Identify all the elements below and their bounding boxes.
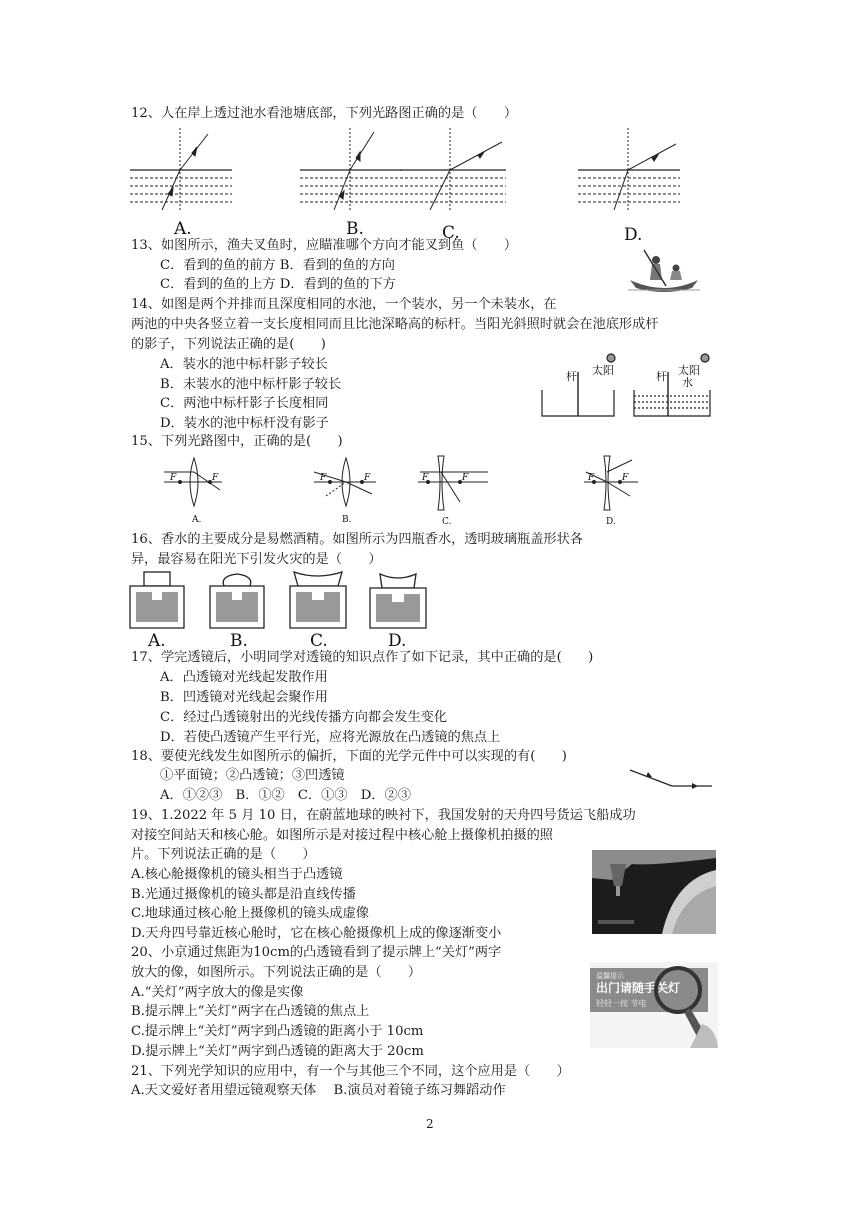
q16-label-c: C. xyxy=(310,631,328,650)
q15-focus-d1: F xyxy=(588,473,595,483)
q14-label-water: 水 xyxy=(682,376,693,389)
q19-space-photo xyxy=(592,850,716,934)
q14-pools-figure xyxy=(538,350,722,422)
q15-focus-b2: F xyxy=(364,473,371,483)
q12-label-a: A. xyxy=(174,219,192,239)
q20-stem-2: 放大的像，如图所示。下列说法正确的是（ ） xyxy=(131,965,422,980)
q20-option-b: B.提示牌上“关灯”两字在凸透镜的焦点上 xyxy=(131,1004,370,1019)
q16-bottle-d xyxy=(370,574,426,628)
q12-diagram-d xyxy=(578,128,680,210)
q15-label-c: C. xyxy=(442,517,452,527)
q14-option-a: A．装水的池中标杆影子较长 xyxy=(160,357,328,372)
q15-diagram-d xyxy=(584,456,638,510)
q15-label-d: D. xyxy=(606,517,616,527)
q20-sign-top: 温馨提示 xyxy=(596,972,624,980)
q21-stem: 21、下列光学知识的应用中，有一个与其他三个不同，这个应用是（ ） xyxy=(131,1064,570,1079)
q15-focus-c2: F xyxy=(462,473,469,483)
q16-stem-1: 16、香水的主要成分是易燃酒精。如图所示为四瓶香水，透明玻璃瓶盖形状各 xyxy=(131,532,583,547)
q15-focus-c1: F xyxy=(422,473,429,483)
page-number: 2 xyxy=(426,1117,434,1131)
q14-stem-1: 14、如图是两个并排而且深度相同的水池，一个装水，另一个未装水，在 xyxy=(131,297,557,312)
q16-label-a: A. xyxy=(148,631,166,650)
q13-stem: 13、如图所示，渔夫叉鱼时，应瞄准哪个方向才能叉到鱼（ ） xyxy=(131,238,518,253)
q19-option-c: C.地球通过核心舱上摄像机的镜头成虚像 xyxy=(131,906,369,921)
q16-label-b: B. xyxy=(230,631,248,650)
q16-bottle-c xyxy=(290,572,346,628)
q20-sign-photo xyxy=(590,962,718,1048)
q19-stem-2: 对接空间站天和核心舱。如图所示是对接过程中核心舱上摄像机拍摄的照 xyxy=(131,828,553,843)
q15-focus-a2: F xyxy=(212,473,219,483)
q15-lens-figures xyxy=(160,452,650,528)
q16-bottle-b xyxy=(210,574,264,628)
q19-stem-1: 19、1.2022 年 5 月 10 日，在蔚蓝地球的映衬下，我国发射的天舟四号货运飞船成功 xyxy=(131,808,636,823)
q20-option-c: C.提示牌上“关灯”两字到凸透镜的距离小于 10cm xyxy=(131,1024,424,1039)
q14-stem-2: 两池的中央各竖立着一支长度相同而且比池深略高的标杆。当阳光斜照时就会在池底形成杆 xyxy=(131,317,659,332)
q16-label-d: D. xyxy=(388,631,407,650)
q12-diagram-a xyxy=(130,128,232,210)
q17-option-d: D．若使凸透镜产生平行光，应将光源放在凸透镜的焦点上 xyxy=(160,730,501,745)
q20-stem-1: 20、小京通过焦距为10cm的凸透镜看到了提示牌上“关灯”两字 xyxy=(131,945,502,960)
q12-diagram-b xyxy=(300,128,402,210)
q14-stem-3: 的影子，下列说法正确的是( ) xyxy=(131,337,326,352)
q14-label-sun-2: 太阳 xyxy=(678,364,700,377)
q20-option-d: D.提示牌上“关灯”两字到凸透镜的距离大于 20cm xyxy=(131,1044,424,1059)
q15-focus-d2: F xyxy=(622,473,629,483)
q12-label-c: C. xyxy=(442,223,460,240)
q19-option-d: D.天舟四号靠近核心舱时，它在核心舱摄像机上成的像逐渐变小 xyxy=(131,926,502,941)
q18-options: A．①②③ B．①② C．①③ D．②③ xyxy=(160,788,411,803)
q20-sign-main: 出门请随手关灯 xyxy=(596,981,681,995)
q15-focus-b1: F xyxy=(320,473,327,483)
q12-label-b: B. xyxy=(346,219,364,239)
q16-bottles-figure xyxy=(126,570,442,650)
q12-stem: 12、人在岸上透过池水看池塘底部，下列光路图正确的是（ ） xyxy=(131,106,518,121)
q15-focus-a1: F xyxy=(170,473,177,483)
q14-label-pole-1: 杆 xyxy=(566,370,577,383)
q18-items: ①平面镜；②凸透镜；③凹透镜 xyxy=(160,768,345,783)
q20-sign-sub: 轻轻一按 节电 xyxy=(596,999,647,1008)
q14-option-c: C．两池中标杆影子长度相同 xyxy=(160,396,329,411)
q12-diagram-c xyxy=(400,128,506,210)
q12-figures xyxy=(124,128,684,240)
q12-label-d: D. xyxy=(624,225,643,240)
q20-option-a: A.“关灯”两字放大的像是实像 xyxy=(131,985,304,1000)
q19-option-b: B.光通过摄像机的镜头都是沿直线传播 xyxy=(131,887,356,902)
q18-ray-figure xyxy=(626,766,716,792)
q17-option-b: B．凹透镜对光线起会聚作用 xyxy=(160,690,328,705)
q14-label-pole-2: 杆 xyxy=(656,370,667,383)
q14-option-d: D．装水的池中标杆没有影子 xyxy=(160,416,329,431)
q13-options-line2: C．看到的鱼的上方 D．看到的鱼的下方 xyxy=(160,277,396,292)
q14-option-b: B．未装水的池中标杆影子较长 xyxy=(160,377,342,392)
q15-label-b: B. xyxy=(342,515,352,525)
q17-stem: 17、学完透镜后，小明同学对透镜的知识点作了如下记录，其中正确的是( ) xyxy=(131,650,594,665)
q18-stem: 18、要使光线发生如图所示的偏折，下面的光学元件中可以实现的有( ) xyxy=(131,749,567,764)
q15-diagram-c xyxy=(418,456,488,510)
q17-option-c: C．经过凸透镜射出的光线传播方向都会发生变化 xyxy=(160,710,448,725)
q16-stem-2: 异，最容易在阳光下引发火灾的是（ ） xyxy=(131,552,382,567)
q15-label-a: A. xyxy=(192,515,202,525)
q16-bottle-a xyxy=(130,572,184,628)
q13-options-line1: C．看到的鱼的前方 B．看到的鱼的方向 xyxy=(160,258,395,273)
q21-options-line1: A.天文爱好者用望远镜观察天体 B.演员对着镜子练习舞蹈动作 xyxy=(131,1083,506,1098)
q19-stem-3: 片。下列说法正确的是（ ） xyxy=(131,847,316,862)
q15-stem: 15、下列光路图中，正确的是( ) xyxy=(131,434,343,449)
q14-label-sun-1: 太阳 xyxy=(592,364,614,377)
q13-fisherman-figure xyxy=(626,246,702,296)
q17-option-a: A．凸透镜对光线起发散作用 xyxy=(160,670,328,685)
q19-option-a: A.核心舱摄像机的镜头相当于凸透镜 xyxy=(131,867,343,882)
